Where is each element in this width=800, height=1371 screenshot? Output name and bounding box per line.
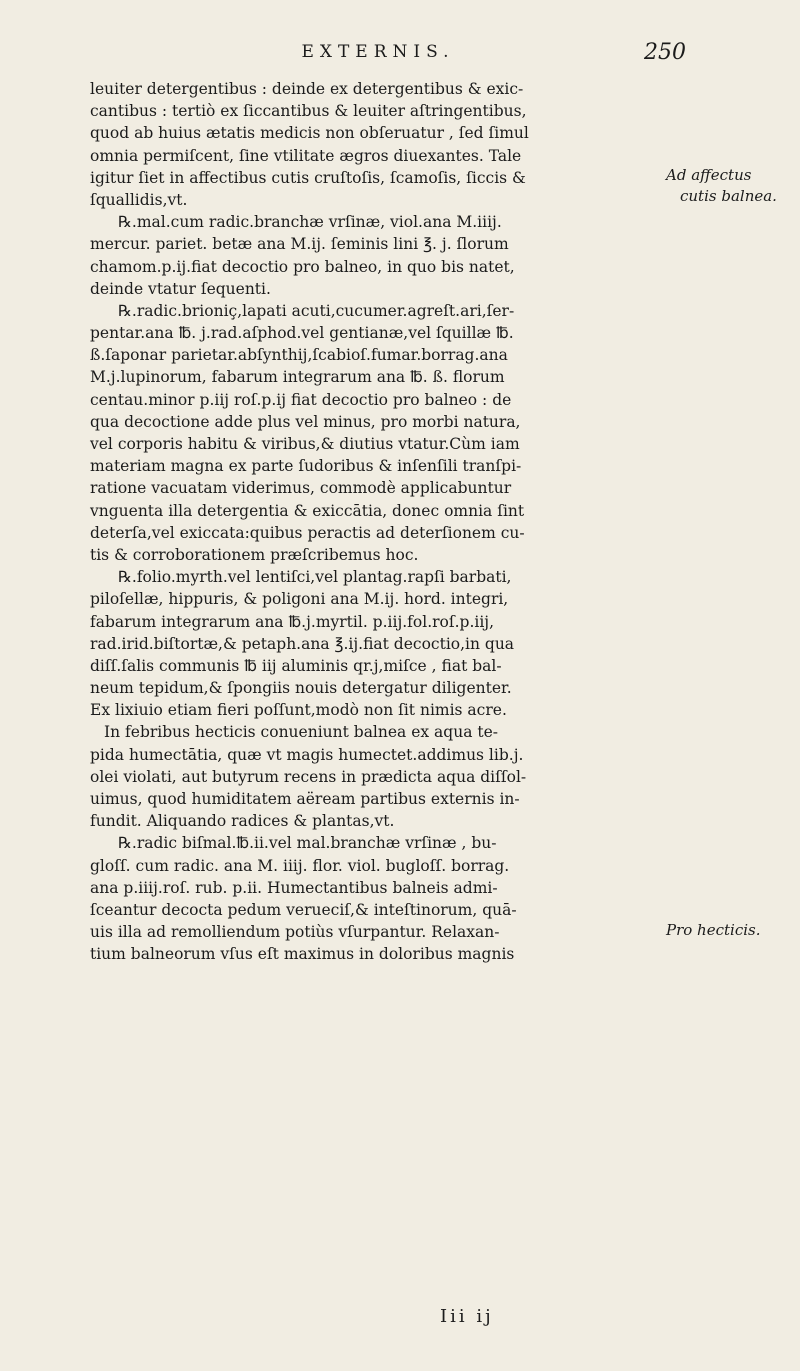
body-text	[90, 78, 655, 966]
text-line: In febribus hecticis conueniunt balnea ex aqua te-	[104, 723, 499, 742]
text-line: ß.ſaponar parietar.abſynthij,ſcabioſ.fumar.borrag.ana	[90, 346, 508, 365]
text-line: M.j.lupinorum, fabarum integrarum ana ℔. ß. florum	[90, 368, 505, 387]
text-line: chamom.p.ij.fiat decoctio pro balneo, in quo bis natet,	[90, 257, 515, 276]
text-line: ſceantur decocta pedum verueciſ,& inteſtinorum, quā-	[90, 900, 517, 919]
margin-note-hecticis: Pro hecticis.	[666, 921, 761, 939]
text-line: leuiter detergentibus : deinde ex detergentibus & exic-	[90, 80, 524, 98]
text-line: qua decoctione adde plus vel minus, pro morbi natura,	[90, 412, 521, 431]
recipe-line: ℞.radic.brioniç,lapati acuti,cucumer.agreſt.ari,ſer-	[118, 301, 515, 320]
text-line: neum tepidum,& ſpongiis nouis detergatur diligenter.	[90, 679, 512, 698]
text-line: Ex lixiuio etiam fieri poſſunt,modò non ſit nimis acre.	[90, 701, 507, 720]
text-line: deinde vtatur ſequenti.	[90, 279, 271, 298]
text-line: igitur ſiet in affectibus cutis cruſtoſis, ſcamoſis, ſiccis &	[90, 168, 526, 187]
page-header	[78, 30, 686, 70]
margin-note-affectus: Ad affectus	[666, 166, 752, 184]
text-line: materiam magna ex parte ſudoribus & inſenſili tranſpi-	[90, 457, 522, 476]
text-line: tium balneorum vſus eſt maximus in doloribus magnis	[90, 945, 515, 964]
text-line: cantibus : tertiò ex ſiccantibus & leuiter aſtringentibus,	[90, 102, 527, 121]
text-line: ſquallidis,vt.	[90, 190, 188, 209]
text-line: ana p.iiij.roſ. rub. p.ii. Humectantibus balneis admi-	[90, 878, 498, 897]
text-line: deterſa,vel exiccata:quibus peractis ad deterſionem cu-	[90, 523, 525, 542]
recipe-line: ℞.mal.cum radic.branchæ vrſinæ, viol.ana M.iiij.	[118, 213, 502, 232]
text-line: vnguenta illa detergentia & exiccātia, donec omnia ſint	[90, 501, 525, 520]
text-line: pentar.ana ℔. j.rad.aſphod.vel gentianæ,vel ſquillæ ℔.	[90, 324, 514, 343]
text-line: centau.minor p.iij roſ.p.ij fiat decoctio pro balneo : de	[90, 390, 512, 409]
text-line: uimus, quod humiditatem aëream partibus externis in-	[90, 790, 520, 808]
recipe-line: ℞.folio.myrth.vel lentiſci,vel plantag.rapſi barbati,	[118, 568, 512, 587]
text-line: gloſſ. cum radic. ana M. iiij. flor. viol. bugloſſ. borrag.	[90, 856, 510, 875]
text-line: pida humectātia, quæ vt magis humectet.addimus lib.j.	[90, 745, 524, 764]
text-line: olei violati, aut butyrum recens in prædicta aqua diſſol-	[90, 767, 527, 786]
signature-mark: Iii ij	[440, 1306, 494, 1327]
text-line: uis illa ad remolliendum potiùs vſurpantur. Relaxan-	[90, 923, 500, 942]
text-line: fundit. Aliquando radices & plantas,vt.	[90, 812, 395, 831]
text-line: mercur. pariet. betæ ana M.ij. ſeminis lini ℥. j. ſlorum	[90, 235, 509, 254]
running-head: EXTERNIS.	[301, 42, 455, 62]
text-line: rad.irid.biſtortæ,& petaph.ana ℥.ij.fiat decoctio,in qua	[90, 634, 515, 653]
text-line: fabarum integrarum ana ℔.j.myrtil. p.iij.fol.roſ.p.iij,	[90, 612, 495, 631]
text-line: diſſ.ſalis communis ℔ iij aluminis qr.j,miſce , fiat bal-	[90, 656, 502, 675]
text-line: ratione vacuatam viderimus, commodè applicabuntur	[90, 479, 512, 498]
margin-note-cutis: cutis balnea.	[680, 187, 777, 205]
text-line: quod ab huius ætatis medicis non obſeruatur , ſed ſimul	[90, 124, 529, 143]
page-number: 250	[644, 40, 686, 65]
text-line: vel corporis habitu & viribus,& diutius vtatur.Cùm iam	[90, 435, 520, 453]
recipe-line: ℞.radic biſmal.℔.ii.vel mal.branchæ vrſinæ , bu-	[118, 834, 497, 853]
text-line: piloſellæ, hippuris, & poligoni ana M.ij. hord. integri,	[90, 590, 509, 609]
text-line: tis & corroborationem præſcribemus hoc.	[90, 545, 419, 564]
text-line: omnia permiſcent, ſine vtilitate ægros diuexantes. Tale	[90, 146, 522, 165]
